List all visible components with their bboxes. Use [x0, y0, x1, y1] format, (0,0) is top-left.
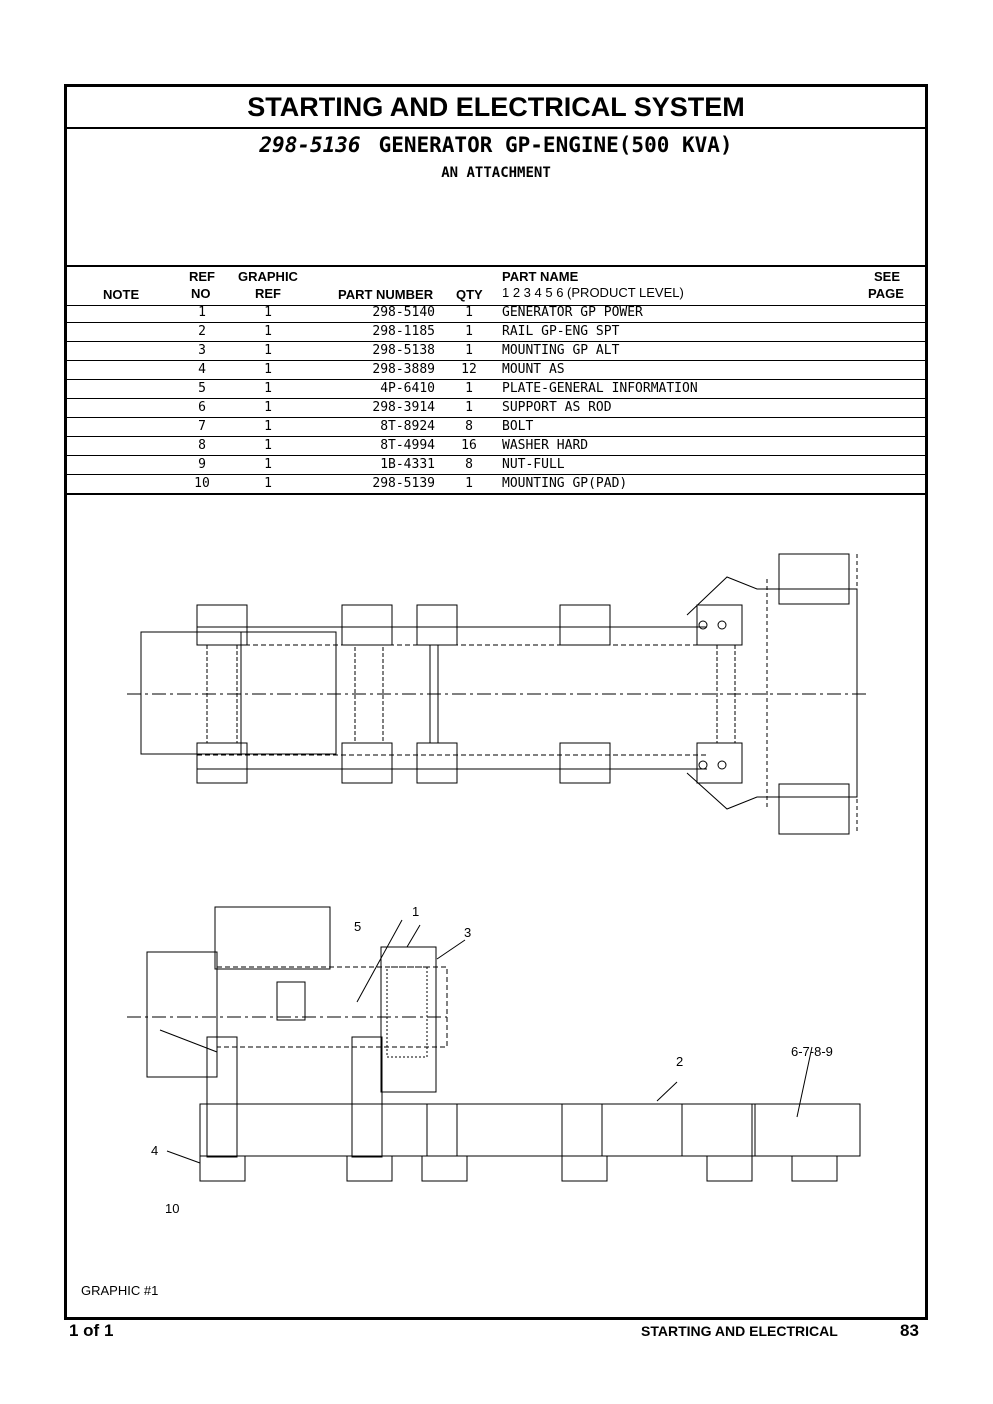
ref-no-cell: 2 [198, 324, 206, 339]
callout-3: 3 [464, 925, 472, 940]
ref-no-cell: 3 [198, 343, 206, 358]
page-number: 83 [900, 1321, 919, 1340]
part-name-cell: NUT-FULL [502, 457, 565, 472]
part-number-cell: 8T-8924 [380, 419, 435, 434]
part-name-cell: MOUNTING GP(PAD) [502, 476, 628, 491]
header-note: NOTE [103, 287, 140, 302]
table-row [67, 475, 925, 495]
qty-cell: 16 [461, 438, 477, 453]
header-part-number: PART NUMBER [338, 287, 434, 302]
graphic-ref-cell: 1 [264, 305, 272, 320]
ref-no-cell: 6 [198, 400, 206, 415]
assembly-part-number: 298-5136 [259, 133, 361, 157]
part-number-cell: 8T-4994 [380, 438, 435, 453]
graphic-ref-cell: 1 [264, 324, 272, 339]
table-row [67, 323, 925, 342]
table-row [67, 342, 925, 361]
part-name-cell: RAIL GP-ENG SPT [502, 324, 620, 339]
ref-no-cell: 9 [198, 457, 206, 472]
header-part-name-top: PART NAME [502, 269, 579, 284]
qty-cell: 8 [465, 457, 473, 472]
part-name-cell: GENERATOR GP POWER [502, 305, 643, 320]
callout-1: 1 [412, 904, 420, 919]
ref-no-cell: 10 [194, 476, 210, 491]
graphic-ref-cell: 1 [264, 419, 272, 434]
page-count: 1 of 1 [69, 1321, 114, 1340]
callout-5: 5 [354, 919, 362, 934]
top-view [127, 554, 867, 834]
assembly-drawing [67, 497, 925, 1307]
qty-cell: 1 [465, 324, 473, 339]
qty-cell: 8 [465, 419, 473, 434]
table-row [67, 456, 925, 475]
side-view [127, 907, 860, 1181]
part-number-cell: 298-3889 [372, 362, 435, 377]
header-graphic-top: GRAPHIC [238, 269, 298, 284]
graphic-ref-cell: 1 [264, 457, 272, 472]
graphic-label: GRAPHIC #1 [81, 1283, 159, 1298]
part-name-cell: SUPPORT AS ROD [502, 400, 612, 415]
part-name-cell: BOLT [502, 419, 534, 434]
table-row [67, 418, 925, 437]
table-row [67, 399, 925, 418]
table-row [67, 304, 925, 323]
callout-6-7-8-9: 6-7-8-9 [791, 1044, 833, 1059]
page-title: STARTING AND ELECTRICAL SYSTEM [67, 87, 925, 129]
part-name-cell: MOUNT AS [502, 362, 565, 377]
assembly-name: GENERATOR GP-ENGINE(500 KVA) [378, 133, 733, 157]
header-part-name-bottom: 1 2 3 4 5 6 (PRODUCT LEVEL) [502, 285, 684, 300]
callout-4: 4 [151, 1143, 159, 1158]
part-number-cell: 298-3914 [372, 400, 435, 415]
ref-no-cell: 1 [198, 305, 206, 320]
graphic-ref-cell: 1 [264, 476, 272, 491]
part-number-cell: 298-5138 [372, 343, 435, 358]
header-ref-bottom: NO [191, 286, 211, 301]
graphic-ref-cell: 1 [264, 400, 272, 415]
callout-10: 10 [165, 1201, 180, 1216]
graphic-ref-cell: 1 [264, 381, 272, 396]
table-row [67, 361, 925, 380]
graphic-ref-cell: 1 [264, 343, 272, 358]
graphic-ref-cell: 1 [264, 438, 272, 453]
ref-no-cell: 4 [198, 362, 206, 377]
assembly-subtitle: AN ATTACHMENT [441, 165, 551, 181]
part-number-cell: 298-1185 [372, 324, 435, 339]
header-see-bottom: PAGE [868, 286, 904, 301]
header-see-top: SEE [874, 269, 901, 284]
assembly-heading [67, 133, 925, 157]
part-number-cell: 298-5139 [372, 476, 435, 491]
graphic-ref-cell: 1 [264, 362, 272, 377]
header-ref-top: REF [189, 269, 215, 284]
header-qty: QTY [456, 287, 483, 302]
qty-cell: 1 [465, 476, 473, 491]
qty-cell: 1 [465, 343, 473, 358]
part-number-cell: 298-5140 [372, 305, 435, 320]
part-name-cell: WASHER HARD [502, 438, 589, 453]
header-graphic-bottom: REF [255, 286, 281, 301]
part-name-cell: MOUNTING GP ALT [502, 343, 620, 358]
qty-cell: 1 [465, 305, 473, 320]
table-row [67, 380, 925, 399]
callout-2: 2 [676, 1054, 684, 1069]
footer-section: STARTING AND ELECTRICAL [641, 1323, 838, 1339]
page-frame [64, 84, 928, 1320]
qty-cell: 12 [461, 362, 477, 377]
parts-table-header [67, 265, 925, 306]
part-name-cell: PLATE-GENERAL INFORMATION [502, 381, 698, 396]
parts-table-body [67, 304, 925, 495]
qty-cell: 1 [465, 400, 473, 415]
table-row [67, 437, 925, 456]
ref-no-cell: 5 [198, 381, 206, 396]
part-number-cell: 1B-4331 [380, 457, 435, 472]
ref-no-cell: 7 [198, 419, 206, 434]
qty-cell: 1 [465, 381, 473, 396]
part-number-cell: 4P-6410 [380, 381, 435, 396]
ref-no-cell: 8 [198, 438, 206, 453]
